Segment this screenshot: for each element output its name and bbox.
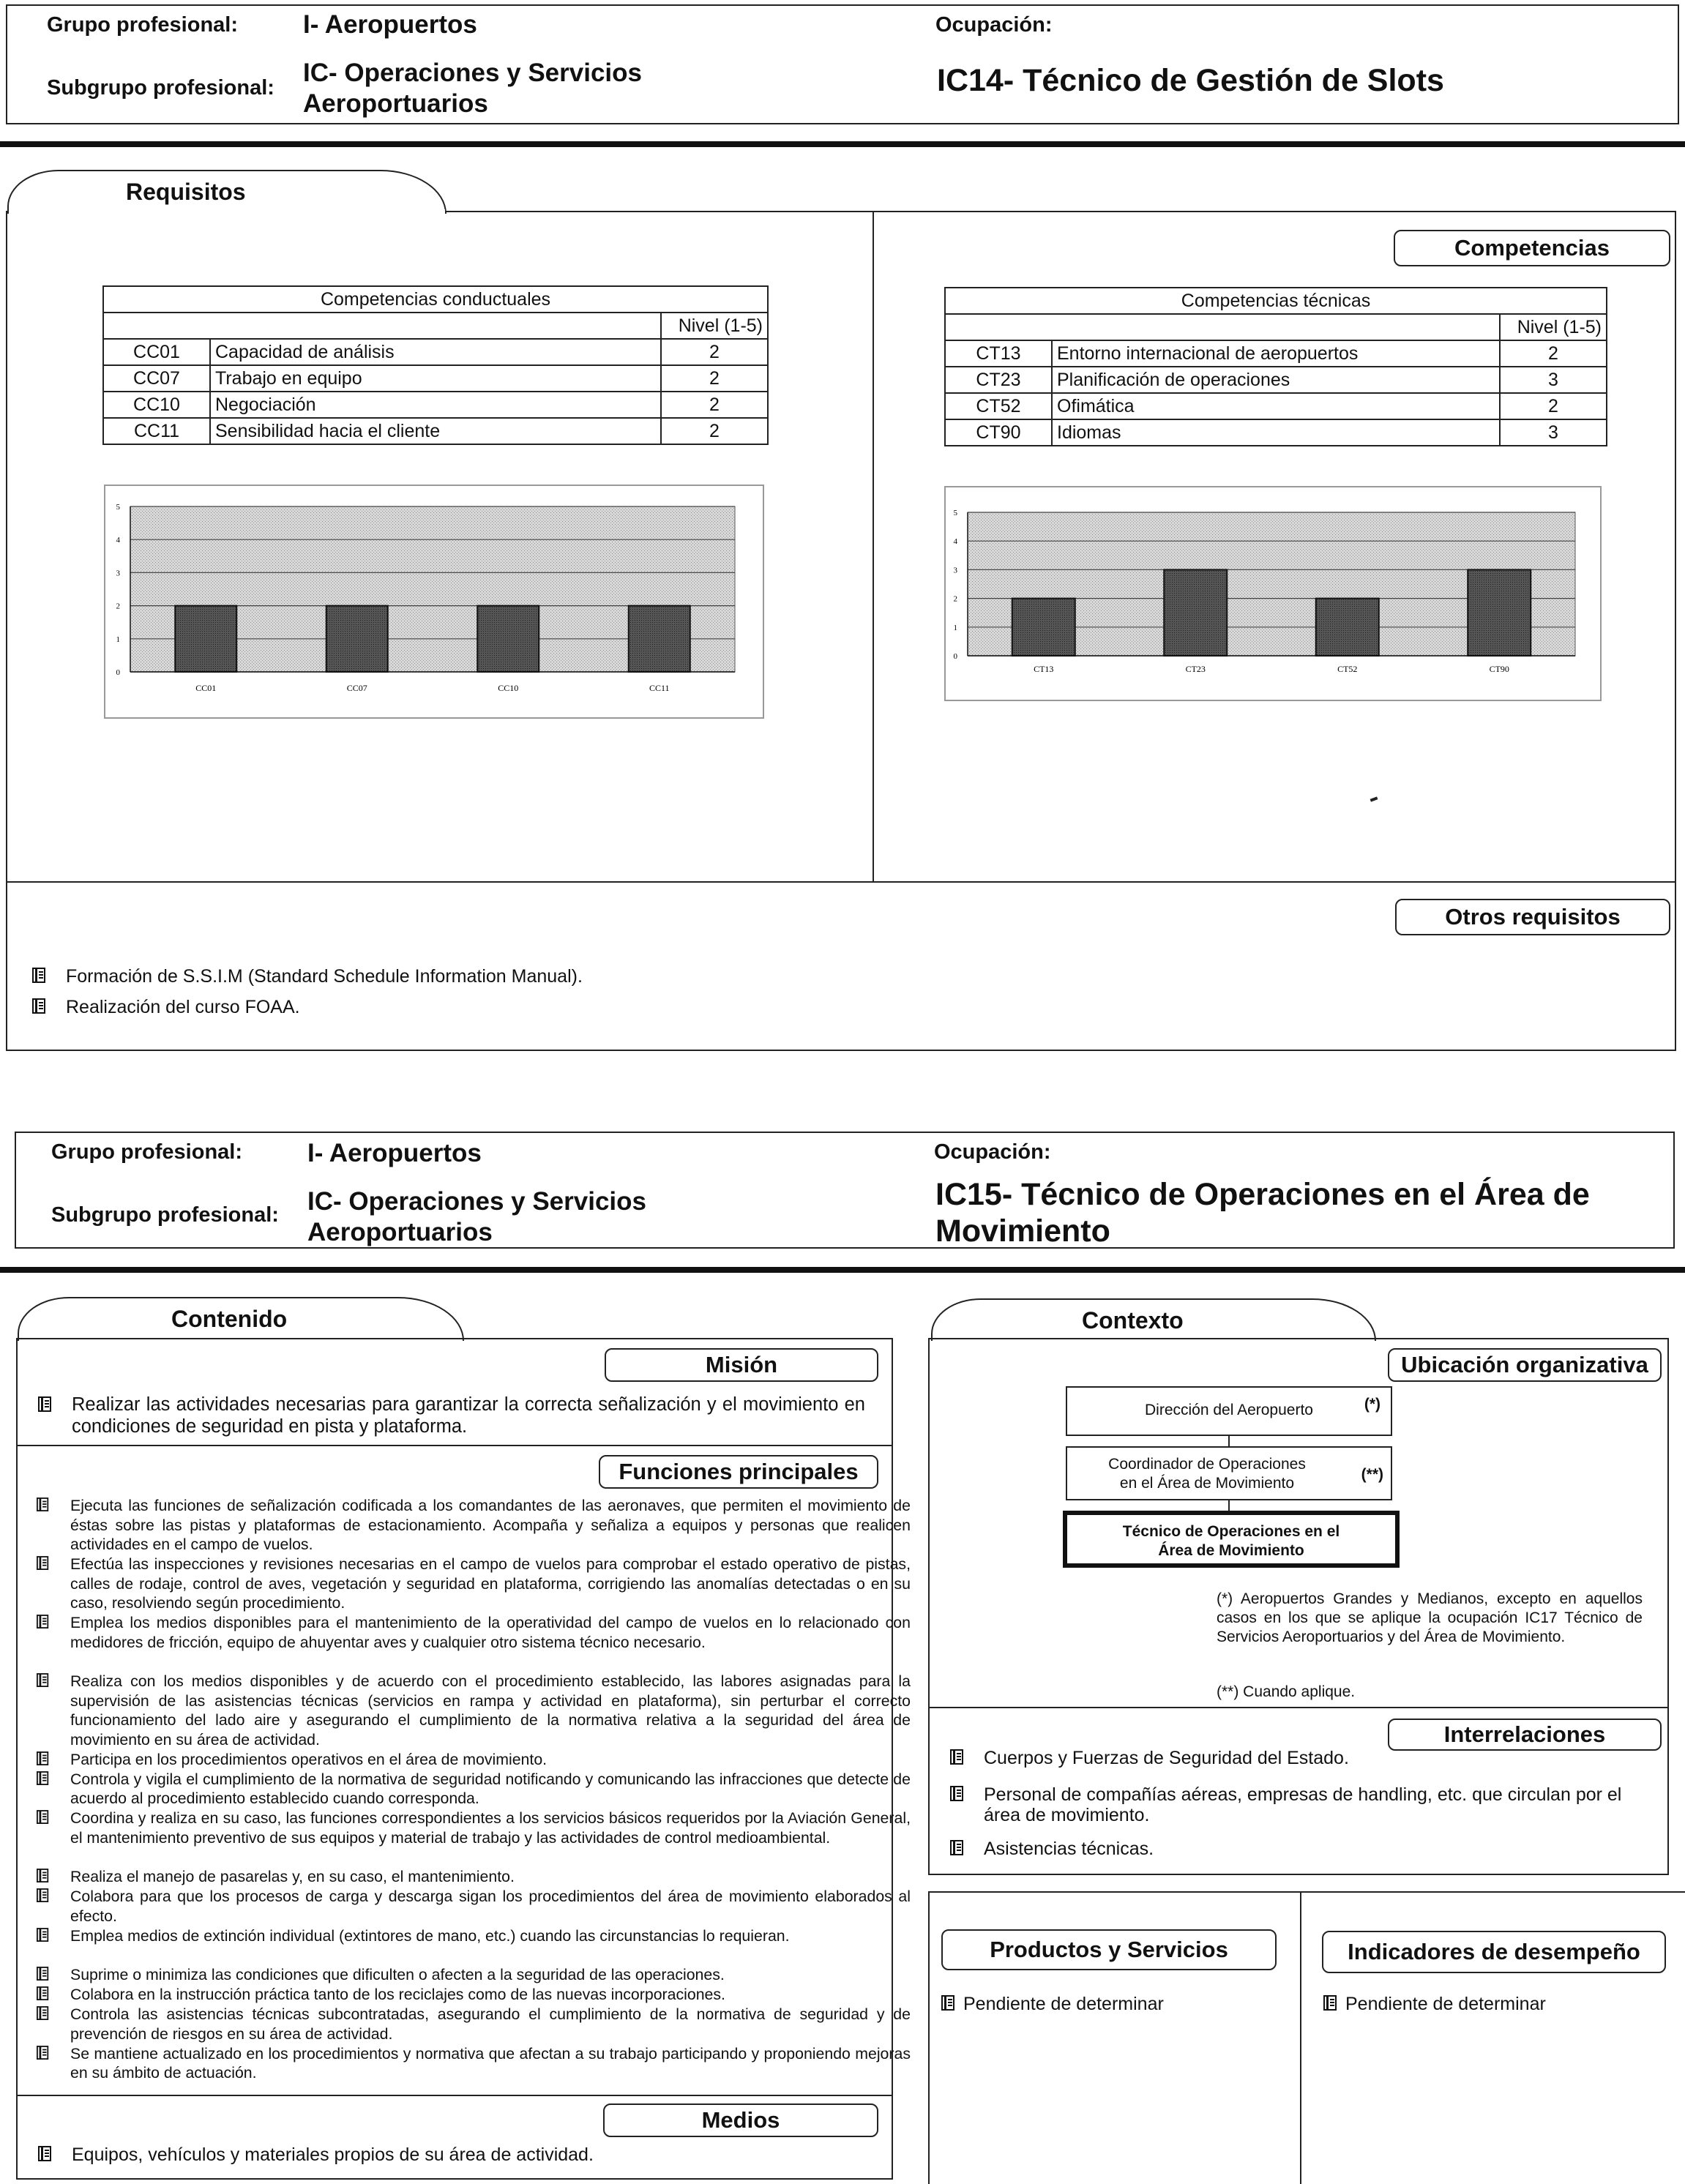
funcion-text: Ejecuta las funciones de señalización codificada a los comandantes de las aeronaves, que permiten el movimiento de éstas sobre las pistas y plataformas de estacionamiento. Acompaña y señaliza a equipos y personas que realicen actividades en el campo de vuelos. (70, 1497, 911, 1553)
funcion-text: Efectúa las inspecciones y revisiones necesarias en el campo de vuelos para comprobar el estado operativo de pistas, calles de rodaje, control de aves, vegetación y seguridad en plataforma, corrigiendo las anomalías detectadas o en su caso, resolviendo según procedimiento. (70, 1555, 911, 1612)
notebook-bullet-icon (37, 1986, 50, 2001)
bottom-right-divider (1300, 1891, 1301, 2184)
header-rule-1 (0, 141, 1685, 147)
code-cell: CC01 (103, 339, 210, 365)
table-row (103, 339, 768, 365)
y-tick-label: 4 (116, 536, 120, 545)
funcion-item (70, 1965, 911, 1985)
notebook-bullet-icon (37, 1869, 50, 1883)
notebook-bullet-icon (37, 2046, 50, 2060)
notebook-bullet-icon (38, 1396, 53, 1413)
subgrupo-label: Subgrupo profesional: (51, 1203, 279, 1227)
y-tick-label: 0 (116, 668, 120, 677)
funcion-item (70, 1926, 911, 1946)
notebook-bullet-icon (950, 1749, 965, 1765)
name-cell: Capacidad de análisis (210, 339, 661, 365)
x-tick-label: CC01 (195, 683, 217, 693)
x-tick-label: CC10 (498, 683, 519, 693)
chart-svg (946, 487, 1603, 703)
medios-divider (16, 2095, 893, 2096)
otros-item-text: Formación de S.S.I.M (Standard Schedule Information Manual). (66, 966, 583, 987)
org-box-coordinador-line1: Coordinador de Operaciones (1108, 1456, 1306, 1473)
table-row (945, 419, 1607, 446)
funcion-text: Suprime o minimiza las condiciones que dificulten o afecten a la seguridad de las operaciones. (70, 1966, 725, 1983)
y-tick-label: 5 (953, 509, 957, 517)
funcion-item (70, 1613, 911, 1652)
contexto-tab-label: Contexto (1082, 1307, 1184, 1334)
org-box-coordinador (1066, 1446, 1392, 1500)
y-tick-label: 0 (953, 652, 957, 661)
y-tick-label: 2 (116, 602, 120, 611)
code-cell: CT23 (945, 367, 1052, 393)
funcion-text: Participa en los procedimientos operativos en el área de movimiento. (70, 1750, 548, 1768)
competencias-conductuales-chart (104, 485, 764, 719)
competencias-conductuales-table (102, 285, 769, 445)
interrelacion-text: Personal de compañías aéreas, empresas de handling, etc. que circulan por el área de movimiento. (984, 1784, 1622, 1825)
org-box-tecnico (1063, 1511, 1400, 1568)
level-cell: 2 (1500, 340, 1607, 367)
notebook-bullet-icon (37, 1751, 50, 1766)
name-cell: Sensibilidad hacia el cliente (210, 418, 661, 444)
contenido-tab-label: Contenido (171, 1306, 288, 1332)
table-row (103, 392, 768, 418)
interrelaciones-label: Interrelaciones (1388, 1719, 1662, 1751)
notebook-bullet-icon (950, 1840, 965, 1856)
level-cell: 2 (661, 339, 768, 365)
funcion-text: Realiza con los medios disponibles y de acuerdo con el procedimiento establecido, las labores asignadas para la supervisión de las asistencias técnicas (servicios en rampa y actividad en plataforma), sin perturbar el correcto funcionamiento del lado aire y asegurando el cumplimiento de la normativa relativa a la seguridad del área de movimiento en su área de actividad. (70, 1672, 911, 1749)
name-cell: Entorno internacional de aeropuertos (1052, 340, 1500, 367)
y-tick-label: 1 (116, 635, 120, 644)
name-cell: Planificación de operaciones (1052, 367, 1500, 393)
funcion-item (70, 2005, 911, 2043)
interrelacion-text: Asistencias técnicas. (984, 1839, 1154, 1859)
ocupacion-label: Ocupación: (934, 1140, 1051, 1164)
funcion-text: Controla las asistencias técnicas subcontratadas, asegurando el cumplimiento de la normativa de seguridad y de prevención de riesgos en su área de actividad. (70, 2005, 911, 2043)
notebook-bullet-icon (37, 1928, 50, 1942)
name-cell: Negociación (210, 392, 661, 418)
x-tick-label: CC07 (346, 683, 367, 693)
table-row (945, 367, 1607, 393)
requisitos-horizontal-divider (6, 881, 1676, 883)
medios-label: Medios (603, 2103, 878, 2137)
funcion-item (70, 1809, 911, 1847)
name-cell: Trabajo en equipo (210, 365, 661, 392)
funcion-item (70, 1750, 911, 1770)
grupo-label: Grupo profesional: (47, 13, 238, 37)
subgrupo-value-line1: IC- Operaciones y Servicios (303, 59, 642, 87)
notebook-bullet-icon (32, 968, 47, 984)
grupo-label: Grupo profesional: (51, 1140, 242, 1164)
interrelacion-text: Cuerpos y Fuerzas de Seguridad del Estado. (984, 1748, 1349, 1768)
otros-requisitos-label: Otros requisitos (1395, 899, 1670, 935)
level-cell: 2 (1500, 393, 1607, 419)
chart-svg (105, 486, 766, 720)
notebook-bullet-icon (32, 998, 47, 1014)
funcion-text: Colabora para que los procesos de carga y descarga sigan los procedimientos del área de movimiento elaborados al efecto. (70, 1888, 911, 1925)
funcion-text: Colabora en la instrucción práctica tanto de los reciclajes como de las nuevas incorporaciones. (70, 1986, 725, 2003)
ocupacion-title-line2: Movimiento (935, 1213, 1110, 1249)
code-cell: CT52 (945, 393, 1052, 419)
funcion-text: Emplea los medios disponibles para el mantenimiento de la operatividad del campo de vuelos en lo relacionado con medidores de fricción, equipo de ahuyentar aves y cualquier otro sistema técnico necesario. (70, 1614, 911, 1651)
level-cell: 2 (661, 365, 768, 392)
notebook-bullet-icon (37, 1771, 50, 1786)
x-tick-label: CT23 (1185, 664, 1206, 674)
funciones-label: Funciones principales (599, 1455, 878, 1489)
funcion-item (70, 1770, 911, 1809)
level-cell: 3 (1500, 367, 1607, 393)
funcion-item (70, 1867, 911, 1887)
notebook-bullet-icon (37, 1967, 50, 1981)
code-cell: CT90 (945, 419, 1052, 446)
code-cell: CT13 (945, 340, 1052, 367)
notebook-bullet-icon (37, 1556, 50, 1571)
y-tick-label: 5 (116, 503, 120, 512)
x-tick-label: CT13 (1034, 664, 1054, 674)
funciones-list (37, 1496, 911, 2082)
org-mark: (**) (1361, 1466, 1383, 1483)
funcion-text: Realiza el manejo de pasarelas y, en su caso, el mantenimiento. (70, 1868, 515, 1885)
org-note-1: (*) Aeropuertos Grandes y Medianos, excepto en aquellos casos en los que se aplique la ocupación IC17 Técnico de Servicios Aeroportuarios y del Área de Movimiento. (1217, 1590, 1643, 1645)
tecnicas-nivel-header: Nivel (1-5) (1500, 314, 1607, 340)
org-note-2: (**) Cuando aplique. (1217, 1683, 1356, 1700)
bar (1164, 569, 1227, 656)
productos-text: Pendiente de determinar (963, 1994, 1164, 2014)
mision-divider (16, 1445, 893, 1446)
tecnicas-title: Competencias técnicas (945, 288, 1607, 314)
medios-text: Equipos, vehículos y materiales propios de su área de actividad. (72, 2144, 594, 2165)
notebook-bullet-icon (37, 1888, 50, 1903)
bar (1468, 569, 1531, 656)
notebook-bullet-icon (950, 1786, 965, 1802)
bar (1012, 599, 1075, 656)
competencias-label: Competencias (1394, 230, 1670, 266)
table-row (103, 418, 768, 444)
name-cell: Idiomas (1052, 419, 1500, 446)
code-cell: CC10 (103, 392, 210, 418)
notebook-bullet-icon (37, 1497, 50, 1512)
y-tick-label: 2 (953, 594, 957, 604)
ocupacion-title: IC14- Técnico de Gestión de Slots (937, 63, 1444, 98)
org-box-tecnico-line1: Técnico de Operaciones en el (1122, 1523, 1340, 1540)
y-tick-label: 3 (953, 566, 957, 575)
subgrupo-value-line2: Aeroportuarios (307, 1218, 493, 1246)
interrelaciones-divider (928, 1707, 1669, 1708)
code-cell: CC07 (103, 365, 210, 392)
funcion-item (70, 1496, 911, 1555)
notebook-bullet-icon (37, 1673, 50, 1688)
competencias-tecnicas-chart (944, 486, 1602, 701)
requisitos-tab-cover (9, 209, 445, 214)
notebook-bullet-icon (941, 1995, 956, 2011)
y-tick-label: 1 (953, 623, 957, 632)
indicadores-text: Pendiente de determinar (1345, 1994, 1546, 2014)
indicadores-label: Indicadores de desempeño (1322, 1931, 1666, 1973)
subgrupo-value-line2: Aeroportuarios (303, 89, 488, 118)
notebook-bullet-icon (1323, 1995, 1338, 2011)
otros-item-text: Realización del curso FOAA. (66, 997, 300, 1017)
table-row (945, 340, 1607, 367)
notebook-bullet-icon (38, 2146, 53, 2162)
org-box-tecnico-line2: Área de Movimiento (1158, 1542, 1304, 1559)
table-row (945, 393, 1607, 419)
y-tick-label: 4 (953, 537, 957, 547)
level-cell: 3 (1500, 419, 1607, 446)
mision-item (38, 1394, 865, 1437)
grupo-value: I- Aeropuertos (303, 10, 477, 39)
funcion-item (70, 1555, 911, 1613)
ocupacion-label: Ocupación: (935, 13, 1053, 37)
funcion-item (70, 2044, 911, 2083)
funcion-text: Controla y vigila el cumplimiento de la normativa de seguridad notificando y comunicando las infracciones que detecte de acuerdo al procedimiento establecido cuando corresponda. (70, 1770, 911, 1807)
header-rule-2 (0, 1267, 1685, 1273)
y-tick-label: 3 (116, 569, 120, 578)
org-box-coordinador-line2: en el Área de Movimiento (1119, 1475, 1295, 1492)
org-mark: (*) (1364, 1396, 1380, 1413)
competencias-tecnicas-table (944, 287, 1607, 446)
mision-label: Misión (605, 1348, 878, 1382)
x-tick-label: CT90 (1489, 664, 1509, 674)
bar (175, 606, 236, 672)
name-cell: Ofimática (1052, 393, 1500, 419)
notebook-bullet-icon (37, 2006, 50, 2021)
funcion-item (70, 1985, 911, 2005)
level-cell: 2 (661, 392, 768, 418)
grupo-value: I- Aeropuertos (307, 1139, 482, 1167)
mision-text: Realizar las actividades necesarias para garantizar la correcta señalización y el movimiento en condiciones de seguridad en pista y plataforma. (72, 1394, 865, 1437)
bar (1316, 599, 1379, 656)
conductuales-nivel-header: Nivel (1-5) (661, 313, 768, 339)
notebook-bullet-icon (37, 1615, 50, 1629)
notebook-bullet-icon (37, 1810, 50, 1825)
productos-label: Productos y Servicios (941, 1929, 1277, 1970)
funcion-text: Emplea medios de extinción individual (extintores de mano, etc.) cuando las circunstancias lo requieran. (70, 1926, 790, 1945)
ocupacion-title-line1: IC15- Técnico de Operaciones en el Área de (935, 1177, 1590, 1212)
bar (326, 606, 388, 672)
conductuales-title: Competencias conductuales (103, 286, 768, 313)
org-box-direccion-label: Dirección del Aeropuerto (1145, 1402, 1313, 1418)
subgrupo-value-line1: IC- Operaciones y Servicios (307, 1187, 646, 1216)
code-cell: CC11 (103, 418, 210, 444)
requisitos-vertical-divider (873, 211, 874, 883)
subgrupo-label: Subgrupo profesional: (47, 76, 274, 100)
funcion-text: Coordina y realiza en su caso, las funciones correspondientes a los servicios básicos requeridos por la Aviación General, el mantenimiento preventivo de sus equipos y material de trabajo y las actividades de control medioambiental. (70, 1809, 911, 1847)
funcion-item (70, 1672, 911, 1749)
level-cell: 2 (661, 418, 768, 444)
table-row (103, 365, 768, 392)
org-box-direccion (1066, 1386, 1392, 1436)
funcion-item (70, 1887, 911, 1926)
bar (629, 606, 690, 672)
funcion-text: Se mantiene actualizado en los procedimientos y normativa que afectan a su trabajo participando y proponiendo mejoras en su ámbito de actuación. (70, 2044, 911, 2082)
requisitos-tab-label: Requisitos (126, 179, 246, 205)
x-tick-label: CT52 (1337, 664, 1358, 674)
bar (477, 606, 539, 672)
x-tick-label: CC11 (649, 683, 670, 693)
ubicacion-label: Ubicación organizativa (1388, 1348, 1662, 1382)
